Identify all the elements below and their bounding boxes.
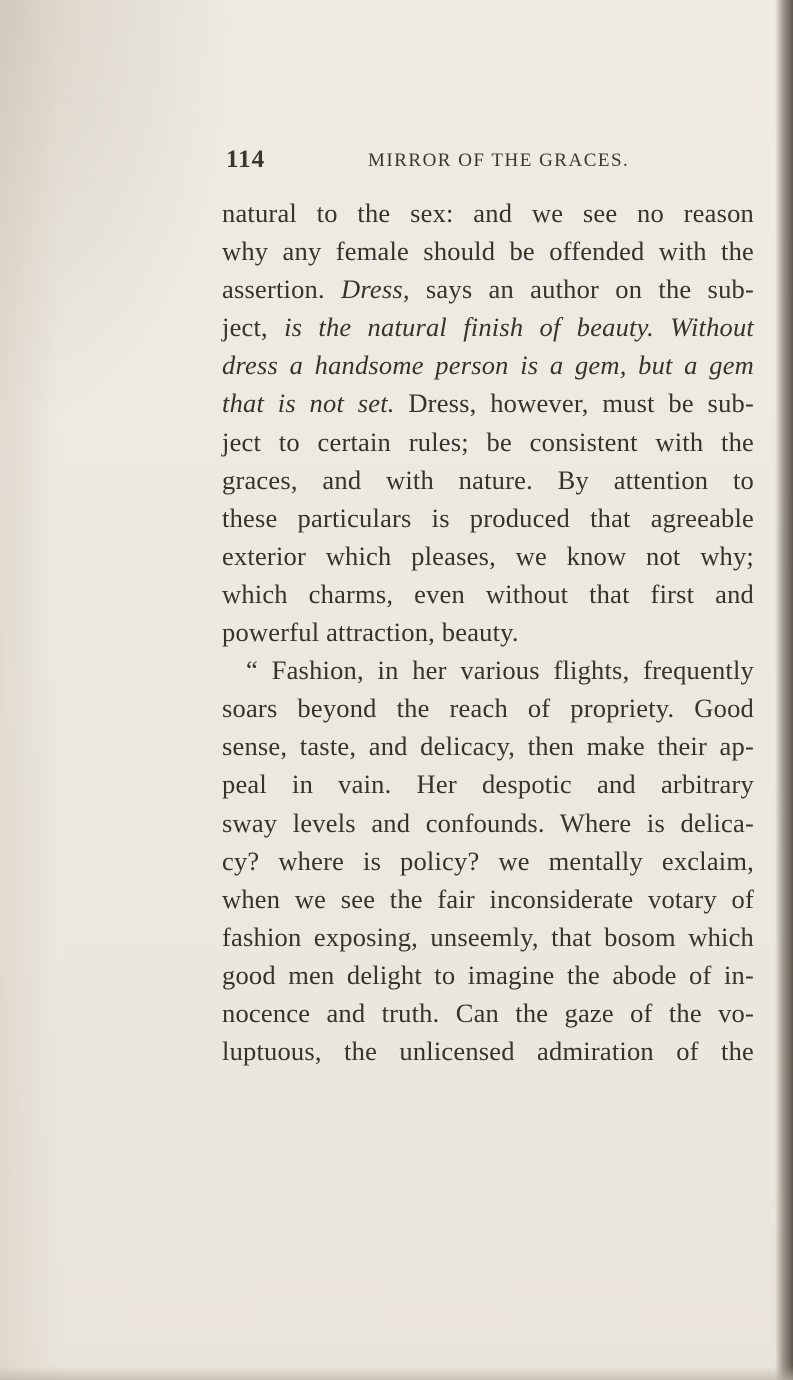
text-line: nocence and truth. Can the gaze of the vo- xyxy=(222,997,754,1028)
text-line: assertion. Dress, says an author on the sub- xyxy=(222,274,754,305)
text-line: “ Fashion, in her various flights, frequently xyxy=(246,655,754,686)
text-line: ject to certain rules; be consistent with the xyxy=(222,426,754,457)
text-line: cy? where is policy? we mentally exclaim, xyxy=(222,845,754,876)
text-line: dress a handsome person is a gem, but a gem xyxy=(222,350,754,381)
text-line: that is not set. Dress, however, must be sub- xyxy=(222,388,754,419)
text-line: soars beyond the reach of propriety. Good xyxy=(222,693,754,724)
text-line: fashion exposing, unseemly, that bosom which xyxy=(222,921,754,952)
text-line: powerful attraction, beauty. xyxy=(222,617,519,648)
page-gutter-shadow xyxy=(775,0,793,1380)
text-line: good men delight to imagine the abode of in- xyxy=(222,959,754,990)
text-line: sense, taste, and delicacy, then make their ap- xyxy=(222,731,754,762)
text-line: graces, and with nature. By attention to xyxy=(222,464,754,495)
text-line: why any female should be offended with the xyxy=(222,236,754,267)
body-text xyxy=(222,194,754,1070)
page-bottom-edge xyxy=(0,1366,793,1380)
text-line: which charms, even without that first and xyxy=(222,578,754,609)
text-line: natural to the sex: and we see no reason xyxy=(222,198,754,228)
text-line: peal in vain. Her despotic and arbitrary xyxy=(222,769,754,800)
text-line: sway levels and confounds. Where is delica- xyxy=(222,807,754,838)
running-title: MIRROR OF THE GRACES. xyxy=(368,150,630,171)
text-line: ject, is the natural finish of beauty. Without xyxy=(222,312,754,343)
text-line: when we see the fair inconsiderate votary of xyxy=(222,883,754,914)
text-line: these particulars is produced that agreeable xyxy=(222,502,754,533)
page-header xyxy=(226,146,746,176)
page-number: 114 xyxy=(226,146,266,173)
text-line: exterior which pleases, we know not why; xyxy=(222,540,754,571)
text-line: luptuous, the unlicensed admiration of the xyxy=(222,1036,754,1067)
